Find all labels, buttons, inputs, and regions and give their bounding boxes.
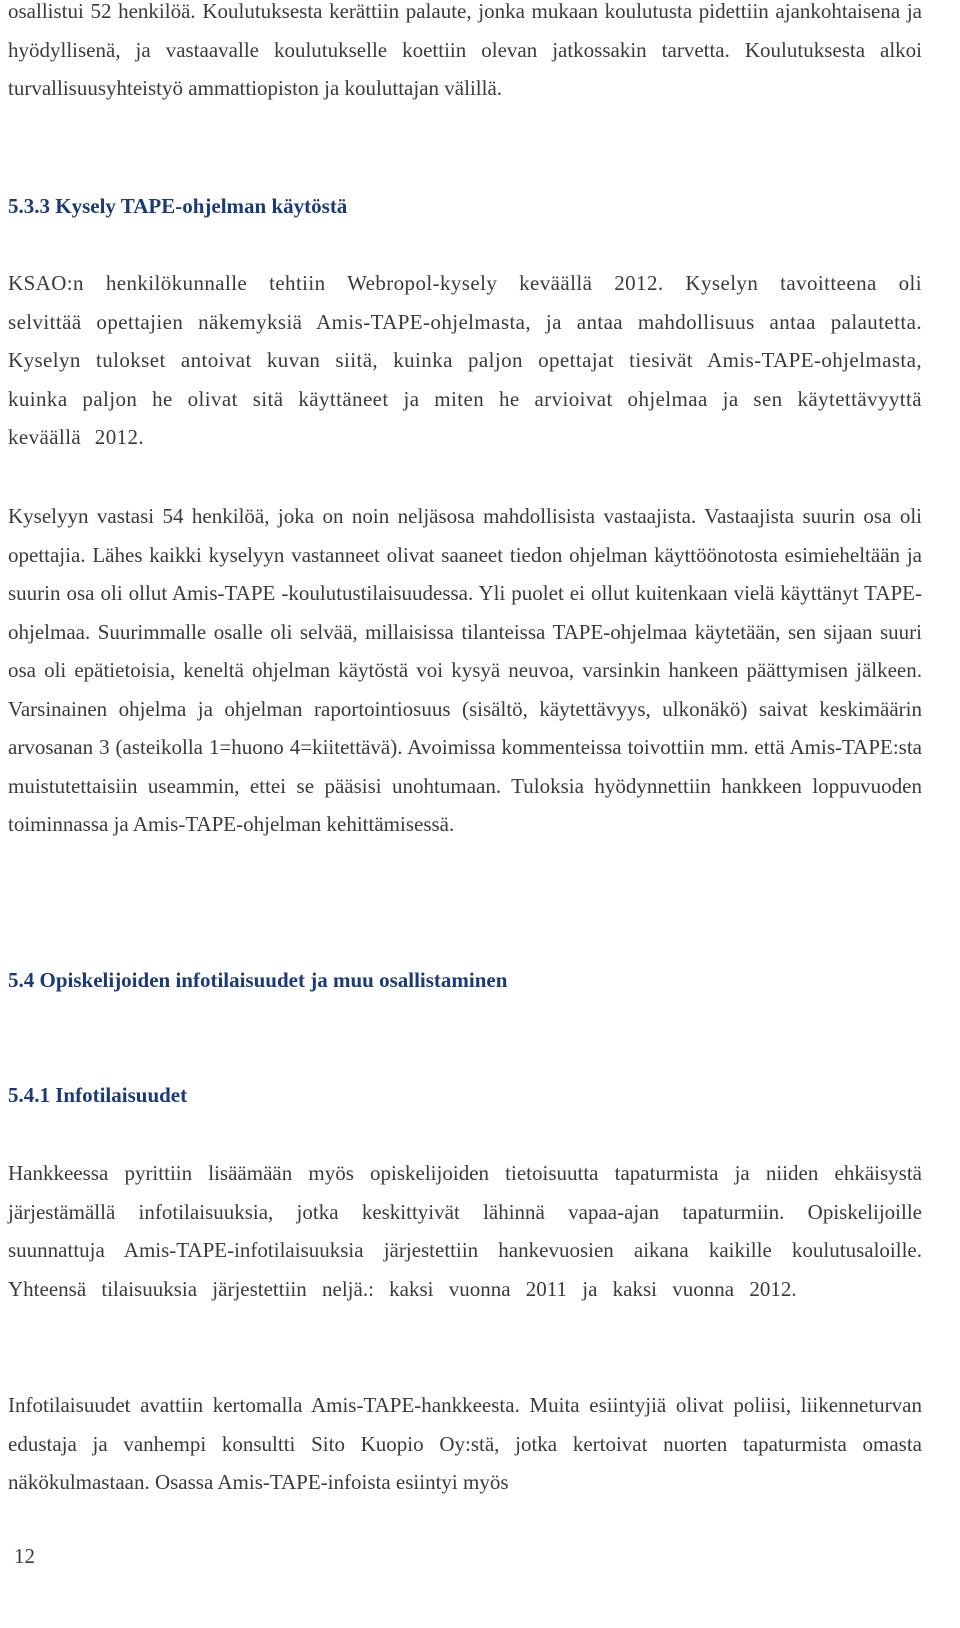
section-heading-5-4: 5.4 Opiskelijoiden infotilaisuudet ja muu osallistaminen	[8, 968, 508, 992]
intro-paragraph: osallistui 52 henkilöä. Koulutuksesta kerättiin palaute, jonka mukaan koulutusta pidettiin ajankohtaisena ja hyödyllisenä, ja vastaavalle koulutukselle koettiin olevan jatkossakin tarvetta. Koulutuksesta alkoi turvallisuusyhteistyö ammattiopiston ja kouluttajan välillä.	[8, 0, 922, 100]
section-heading-5-4-1: 5.4.1 Infotilaisuudet	[8, 1083, 188, 1107]
section-heading-5-3-3: 5.3.3 Kysely TAPE-ohjelman käytöstä	[8, 194, 348, 218]
kysely-paragraph-1: KSAO:n henkilökunnalle tehtiin Webropol-kysely keväällä 2012. Kyselyn tavoitteena oli selvittää opettajien näkemyksiä Amis-TAPE-ohjelmasta, ja antaa mahdollisuus antaa palautetta. Kyselyn tulokset antoivat kuvan siitä, kuinka paljon opettajat tiesivät Amis-TAPE-ohjelmasta, kuinka paljon he olivat sitä käyttäneet ja miten he arvioivat ohjelmaa ja sen käytettävyyttä keväällä 2012.	[8, 271, 922, 449]
info-paragraph-2: Infotilaisuudet avattiin kertomalla Amis-TAPE-hankkeesta. Muita esiintyjiä olivat poliisi, liikenneturvan edustaja ja vanhempi konsultti Sito Kuopio Oy:stä, jotka kertoivat nuorten tapaturmista omasta näkökulmastaan. Osassa Amis-TAPE-infoista esiintyi myös	[8, 1393, 922, 1494]
info-paragraph-1: Hankkeessa pyrittiin lisäämään myös opiskelijoiden tietoisuutta tapaturmista ja niiden ehkäisystä järjestämällä infotilaisuuksia, jotka keskittyivät lähinnä vapaa-ajan tapaturmiin. Opiskelijoille suunnattuja Amis-TAPE-infotilaisuuksia järjestettiin hankevuosien aikana kaikille koulutusaloille. Yhteensä tilaisuuksia järjestettiin neljä.: kaksi vuonna 2011 ja kaksi vuonna 2012.	[8, 1161, 922, 1301]
kysely-paragraph-2: Kyselyyn vastasi 54 henkilöä, joka on noin neljäsosa mahdollisista vastaajista. Vastaajista suurin osa oli opettajia. Lähes kaikki kyselyyn vastanneet olivat saaneet tiedon ohjelman käyttöönotosta esimieheltään ja suurin osa oli ollut Amis-TAPE -koulutustilaisuudessa. Yli puolet ei ollut kuitenkaan vielä käyttänyt TAPE-ohjelmaa. Suurimmalle osalle oli selvää, millaisissa tilanteissa TAPE-ohjelmaa käytetään, sen sijaan suuri osa oli epätietoisia, keneltä ohjelman käytöstä voi kysyä neuvoa, varsinkin hankeen päättymisen jälkeen. Varsinainen ohjelma ja ohjelman raportointiosuus (sisältö, käytettävyys, ulkonäkö) saivat keskimäärin arvosanan 3 (asteikolla 1=huono 4=kiitettävä). Avoimissa kommenteissa toivottiin mm. että Amis-TAPE:sta muistutettaisiin useammin, ettei se pääsisi unohtumaan. Tuloksia hyödynnettiin hankkeen loppuvuoden toiminnassa ja Amis-TAPE-ohjelman kehittämisessä.	[8, 504, 922, 836]
page-number: 12	[14, 1544, 35, 1568]
